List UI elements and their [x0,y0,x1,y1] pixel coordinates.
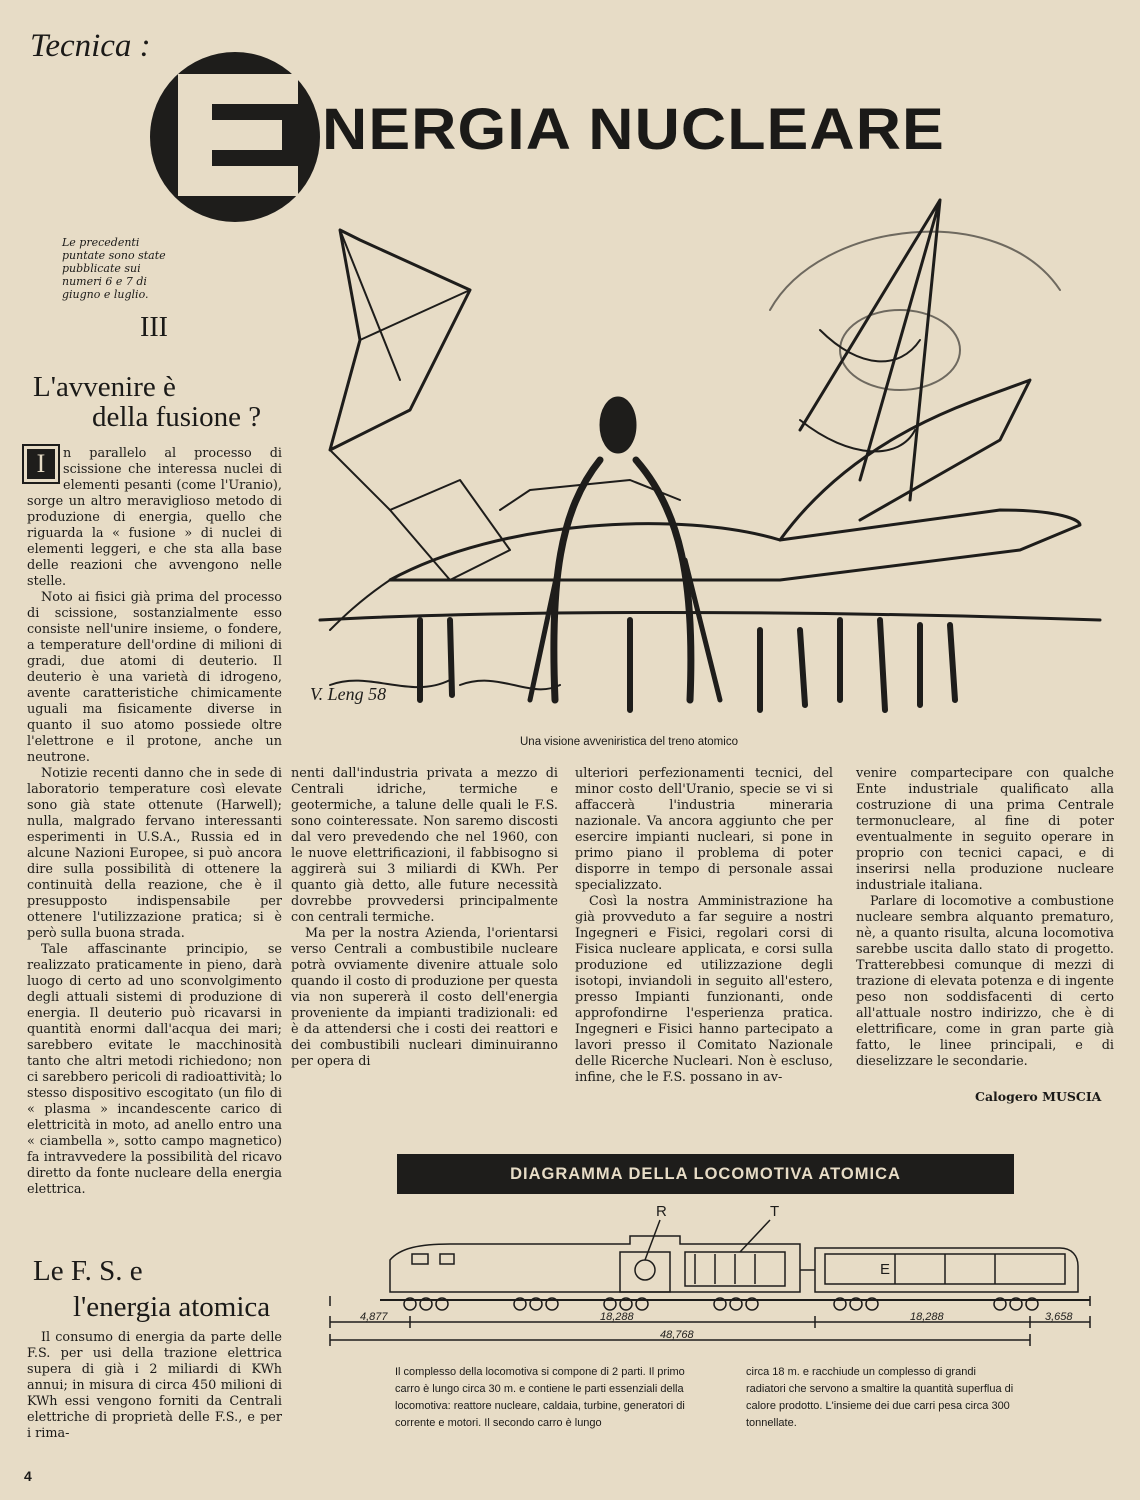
section-label: Tecnica : [30,28,151,64]
paragraph: nenti dall'industria privata a mezzo di Centrali idriche, termiche e geotermiche, a talune delle quali le F.S. sono cointeressate. Non saremo discosti dal vero prevedendo che nel 1960, con le nuove elettrificazioni, il fabbisogno si aggirerà sui 3 miliardi di KWh. Per quanto già detto, alle future necessità dovrebbe provvedersi principalmente con centrali termiche. [291,766,558,925]
paragraph: n parallelo al processo di scissione che interessa nuclei di elementi pesanti (come l'Uranio), sorge un altro meraviglioso metodo di produzione di energia, quello che riguarda la « fusione » di nuclei di elementi leggeri, e che sta alla base delle reazioni che avvengono nelle stelle. [27,446,282,589]
dimension-label: 18,288 [600,1311,634,1323]
artist-signature: V. Leng 58 [310,684,387,704]
paragraph: Il consumo di energia da parte delle F.S. per usi della trazione elettrica supera di già i 2 miliardi di KWh annui; in misura di circa 450 milioni di KWh essi vengono forniti da Centrali elettriche di proprietà delle F.S., e per i rima- [27,1330,282,1441]
section-heading-fs-line2: l'energia atomica [73,1291,271,1323]
article-column-1 [27,446,282,1198]
paragraph: Noto ai fisici già prima del processo di scissione, sostanzialmente esso consiste nell'unire insieme, o fondere, a temperature dell'ordine di milioni di gradi, due atomi di deuterio. Il deuterio è una varietà di idrogeno, avente caratteristiche chimicamente uguali ma fisicamente diverse in quanto il suo atomo possiede oltre l'elettrone e il protone, anche un neutrone. [27,590,282,765]
paragraph: venire compartecipare con qualche Ente industriale qualificato alla costruzione di una prima Centrale termonucleare, al fine di poter eventualmente in seguito operare in proprio con tecnici capaci, e di inserirsi nella produzione nucleare industriale italiana. [856,766,1114,893]
illustration-caption: Una visione avveniristica del treno atomico [520,736,738,748]
dropcap: I [27,449,55,479]
locomotive-diagram [320,1200,1100,1350]
atomic-train-illustration [300,180,1120,730]
dimension-label: 18,288 [910,1311,944,1323]
paragraph: Notizie recenti danno che in sede di laboratorio temperature così elevate sono già state ottenute (Harwell); nulla, malgrado fervano interessanti esperimenti in U.S.A., Russia ed in alcune Nazioni Europee, si può ancora dire sulla possibilità di ottenere la continuità della reazione, che è il presupposto indispensabile per ottenere l'utilizzazione pratica; si è però sulla buona strada. [27,766,282,941]
paragraph: ulteriori perfezionamenti tecnici, del minor costo dell'Uranio, specie se vi si affaccerà l'industria mineraria nazionale. Va ancora aggiunto che per esercire impianti nucleari, si pone in primo piano il problema di poter disporre in tempo di personale assai specializzato. [575,766,833,893]
section-heading-fs-line1: Le F. S. e [33,1255,143,1287]
diagram-label-e: E [880,1261,891,1278]
headline: NERGIA NUCLEARE [322,97,945,162]
section-heading-fusion-line2: della fusione ? [92,401,262,433]
diagram-title: DIAGRAMMA DELLA LOCOMOTIVA ATOMICA [397,1154,1014,1194]
article-column-3 [575,766,833,1086]
section-heading-fusion-line1: L'avvenire è [33,371,176,403]
part-number: III [140,312,168,343]
article-column-4 [856,766,1114,1070]
article-column-2 [291,766,558,1070]
dimension-total-label: 48,768 [660,1329,694,1341]
diagram-caption-left: Il complesso della locomotiva si compone di 2 parti. Il primo carro è lungo circa 30 m. e contiene le parti essenziali della locomotiva: reattore nucleare, caldaia, turbine, generatori di corrente e motori. Il secondo carro è lungo [395,1366,685,1429]
diagram-label-r: R [656,1203,667,1220]
page-number: 4 [24,1468,32,1484]
previous-episodes-note: Le precedenti puntate sono state pubblicate sui numeri 6 e 7 di giugno e luglio. [62,236,166,301]
author-signature: Calogero MUSCIA [975,1089,1102,1104]
paragraph: Ma per la nostra Azienda, l'orientarsi verso Centrali a combustibile nucleare potrà ovviamente divenire attuale solo quando il costo di produzione per questa via non supererà il costo dell'energia proveniente da impianti tradizionali: ed è da attendersi che i costi dei reattori e dei combustibili nucleari diminuiranno per opera di [291,926,558,1069]
dimension-label: 3,658 [1045,1311,1073,1323]
diagram-label-t: T [770,1203,780,1220]
paragraph: Parlare di locomotive a combustione nucleare sembra alquanto prematuro, nè, a quanto risulta, alcuna locomotiva sarebbe uscita dallo stato di progetto. Tratterebbesi comunque di mezzi di trazione di elevata potenza e di ingente peso non soddisfacenti di certo all'attuale nostro indirizzo, che è di elettrificare, come in gran parte già fatto, le linee principali, e di dieselizzare le secondarie. [856,894,1114,1069]
diagram-caption-right: circa 18 m. e racchiude un complesso di grandi radiatori che servono a smaltire la quantità superflua di calore prodotto. L'insieme dei due carri pesa circa 300 tonnellate. [746,1366,1014,1429]
paragraph: Così la nostra Amministrazione ha già provveduto a far seguire a nostri Ingegneri e Fisici, regolari corsi di Fisica nucleare applicata, e corsi sulla produzione ed utilizzazione degli isotopi, inviandoli in seguito all'estero, presso Impianti funzionanti, onde approfondirne l'esperienza pratica. Ingegneri e Fisici hanno partecipato a lavori presso il Comitato Nazionale delle Ricerche Nucleari. Non è escluso, infine, che le F.S. possano in av- [575,894,833,1085]
paragraph: Tale affascinante principio, se realizzato praticamente in pieno, darà luogo di certo ad uno sconvolgimento degli attuali sistemi di produzione di energia. Il deuterio può ricavarsi in quantità enormi dall'acqua dei mari; sarebbero evitate le macchinosità tanto che altri metodi richiedono; non ci sarebbero pericoli di radioattività; lo stesso dispositivo escogitato (un filo di « plasma » incandescente carico di elettricità in moto, ad anello entro una « ciambella », sotto campo magnetico) fa intravvedere la possibilità del ricavo diretto da fonte nucleare della energia elettrica. [27,942,282,1197]
article-column-1-continued [27,1330,282,1442]
headline-initial-letter [178,74,298,196]
dimension-label: 4,877 [360,1311,388,1323]
